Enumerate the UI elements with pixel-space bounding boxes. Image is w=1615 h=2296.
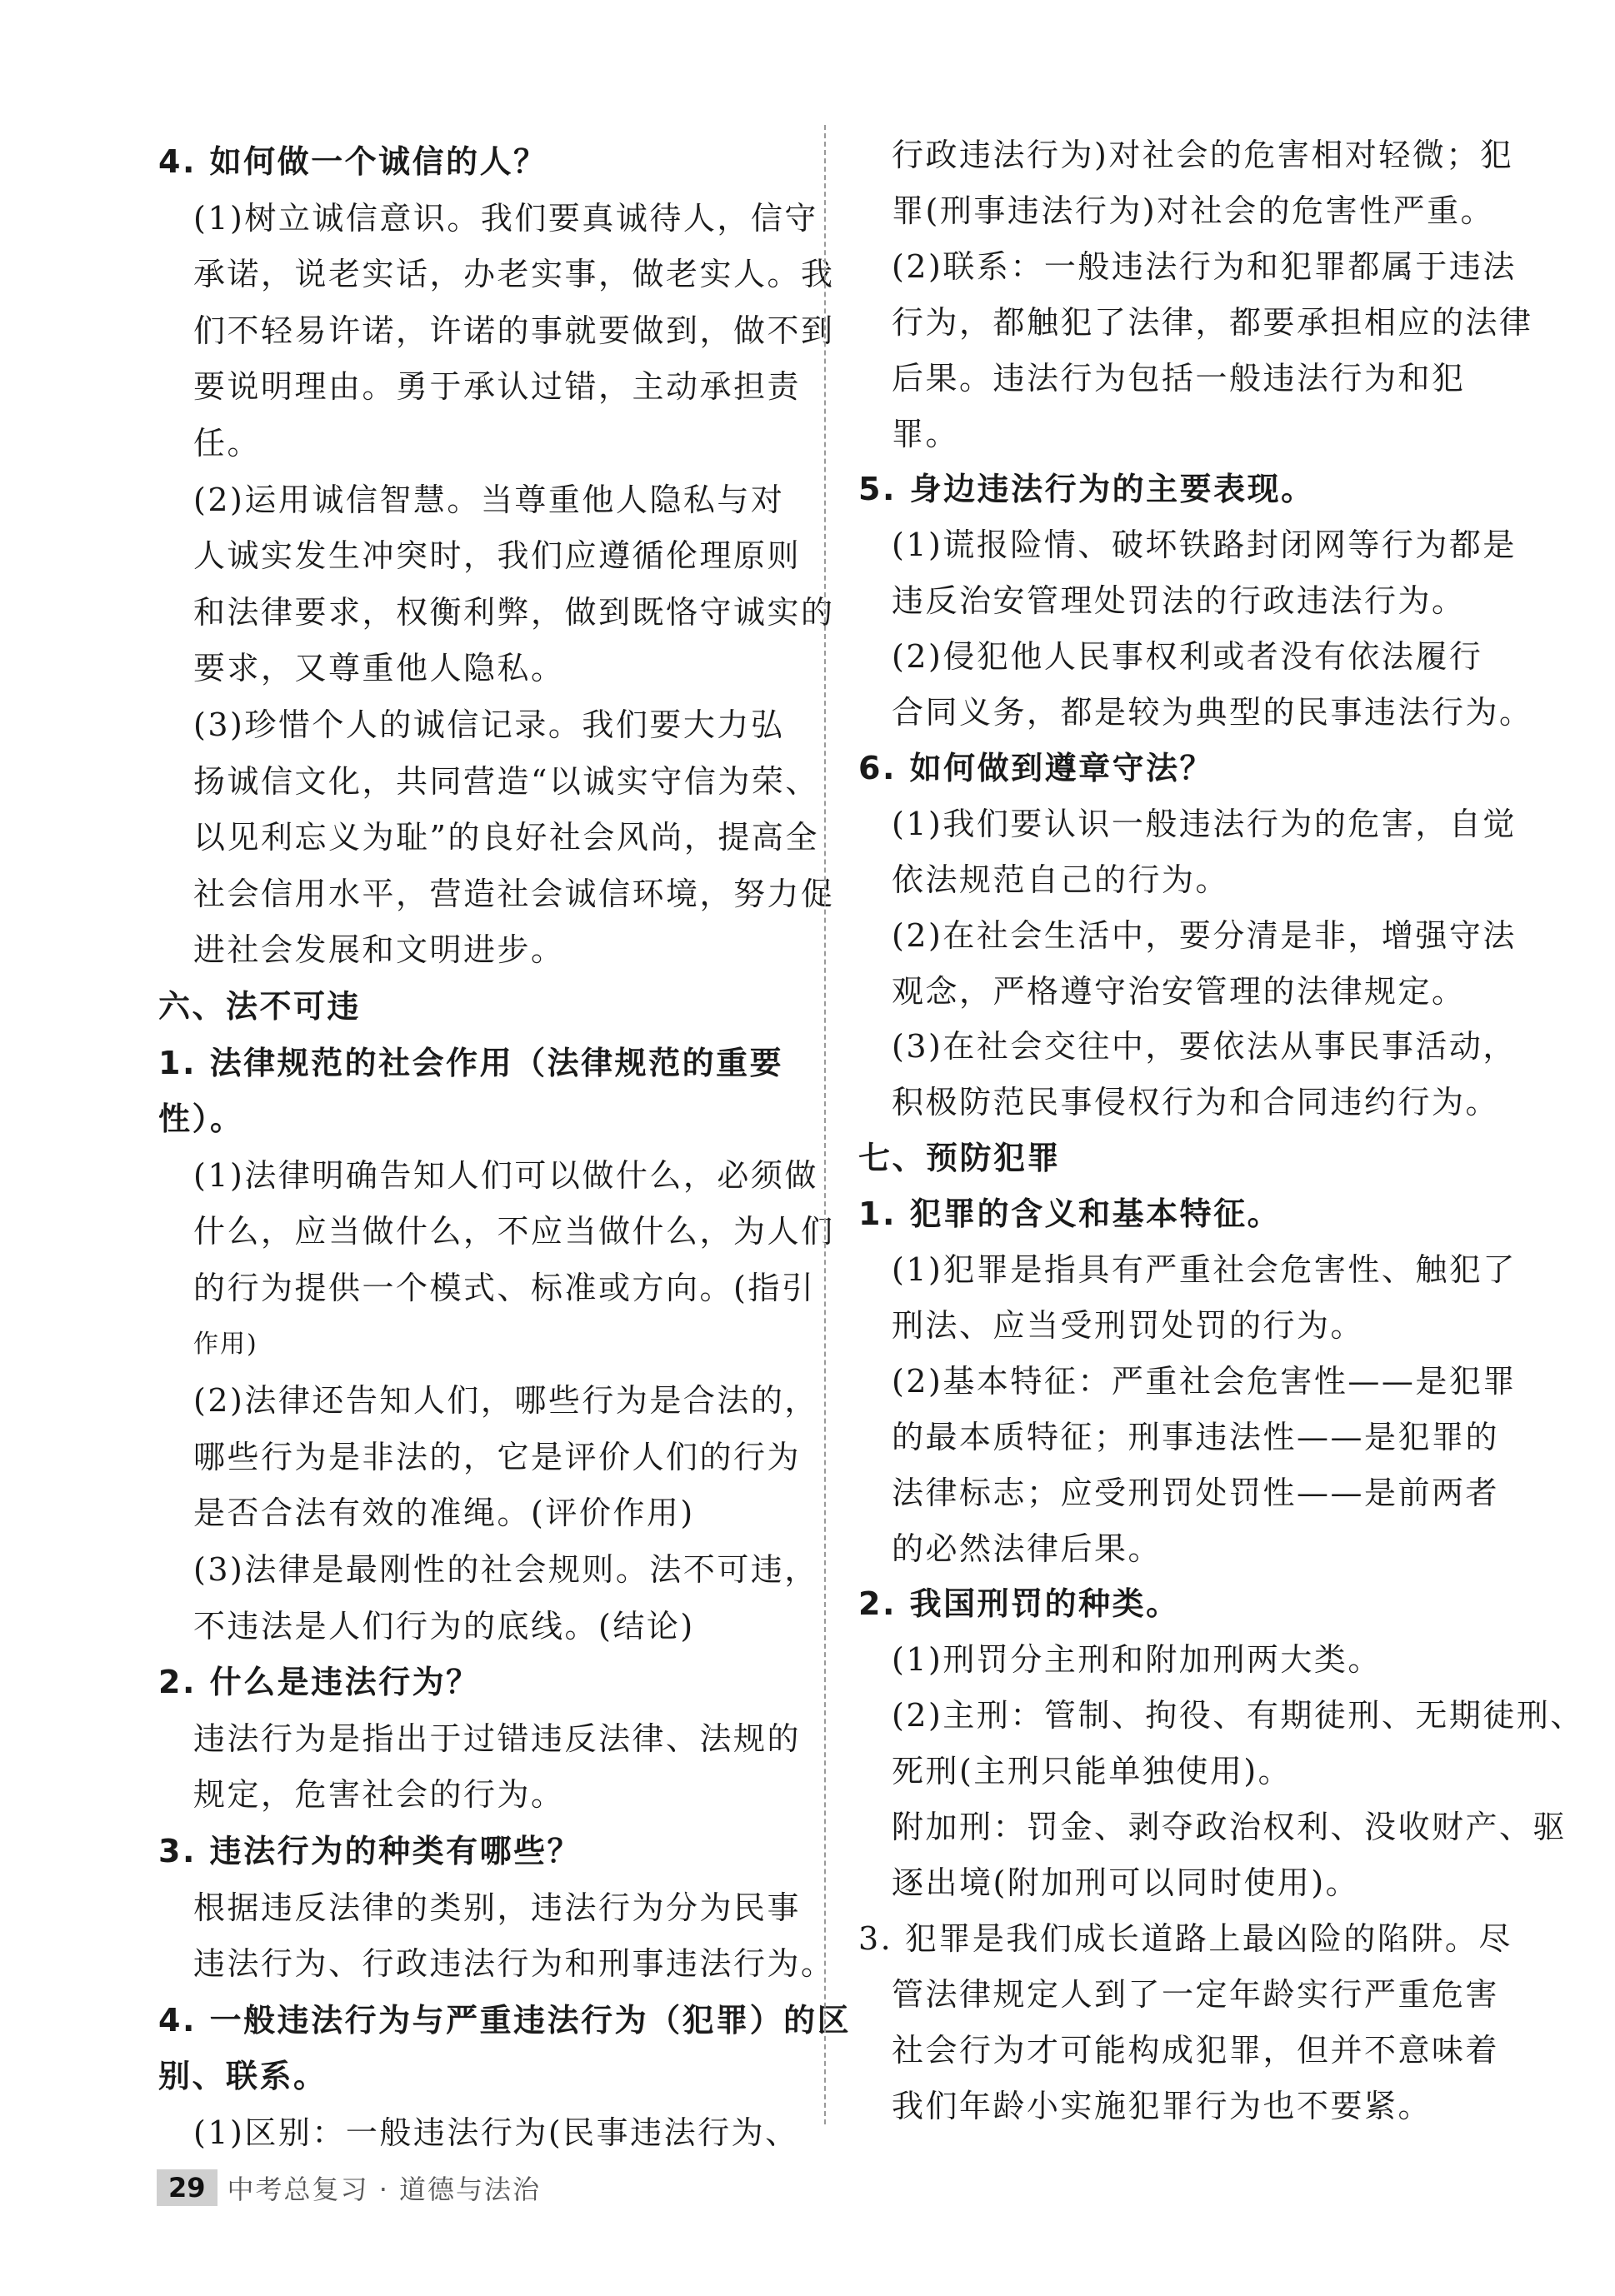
text-line: 违反治安管理处罚法的行政违法行为。	[892, 582, 1466, 620]
text-line: 规定，危害社会的行为。	[193, 1776, 565, 1814]
text-line: 任。	[193, 425, 262, 462]
text-line: 哪些行为是非法的，它是评价人们的行为	[193, 1438, 802, 1475]
section-heading: 1. 法律规范的社会作用（法律规范的重要	[158, 1044, 784, 1081]
text-line: 以见利忘义为耻”的良好社会风尚，提高全	[193, 819, 819, 856]
text-line: 违法行为是指出于过错违反法律、法规的	[193, 1720, 802, 1757]
text-line: 作用)	[193, 1329, 258, 1359]
text-line: (1)区别：一般违法行为(民事违法行为、	[193, 2114, 799, 2151]
section-heading: 2. 我国刑罚的种类。	[858, 1585, 1180, 1623]
text-line: 罪(刑事违法行为)对社会的危害性严重。	[892, 192, 1495, 229]
text-line: 违法行为、行政违法行为和刑事违法行为。	[193, 1945, 835, 1983]
text-line: (2)运用诚信智慧。当尊重他人隐私与对	[193, 481, 785, 518]
text-line: (2)基本特征：严重社会危害性——是犯罪	[892, 1362, 1517, 1400]
text-line: 合同义务，都是较为典型的民事违法行为。	[892, 694, 1533, 731]
text-line: (1)树立诚信意识。我们要真诚待人，信守	[193, 199, 818, 237]
text-line: (2)侵犯他人民事权利或者没有依法履行	[892, 638, 1483, 676]
text-line: 依法规范自己的行为。	[892, 861, 1230, 898]
text-line: 扬诚信文化，共同营造“以诚实守信为荣、	[193, 762, 819, 800]
text-line: (2)法律还告知人们，哪些行为是合法的，	[193, 1382, 818, 1420]
text-line: (2)主刑：管制、拘役、有期徒刑、无期徒刑、	[892, 1697, 1584, 1734]
text-line: 要说明理由。勇于承认过错，主动承担责	[193, 368, 802, 406]
footer-title: 中考总复习 · 道德与法治	[227, 2174, 542, 2205]
text-line: 刑法、应当受刑罚处罚的行为。	[892, 1306, 1365, 1344]
text-line: 的最本质特征；刑事违法性——是犯罪的	[892, 1418, 1500, 1455]
text-line: 根据违反法律的类别，违法行为分为民事	[193, 1889, 802, 1926]
page-number: 29	[157, 2169, 218, 2206]
section-heading: 6. 如何做到遵章守法？	[858, 749, 1214, 786]
text-line: 观念，严格遵守治安管理的法律规定。	[892, 972, 1466, 1010]
text-line: (1)我们要认识一般违法行为的危害，自觉	[892, 805, 1517, 842]
text-line: 死刑(主刑只能单独使用)。	[892, 1753, 1292, 1790]
text-line: 我们年龄小实施犯罪行为也不要紧。	[892, 2087, 1432, 2124]
section-heading: 七、预防犯罪	[858, 1140, 1062, 1177]
text-line: 进社会发展和文明进步。	[193, 931, 565, 969]
text-line: 什么，应当做什么，不应当做什么，为人们	[193, 1213, 835, 1250]
text-line: 的行为提供一个模式、标准或方向。(指引	[193, 1270, 816, 1306]
text-line: (1)法律明确告知人们可以做什么，必须做	[193, 1156, 818, 1194]
text-line: (3)在社会交往中，要依法从事民事活动，	[892, 1028, 1517, 1066]
text-line: 行为，都触犯了法律，都要承担相应的法律	[892, 303, 1533, 341]
text-line: 要求，又尊重他人隐私。	[193, 650, 565, 687]
text-line: 逐出境(附加刑可以同时使用)。	[892, 1864, 1360, 1901]
text-line: 后果。违法行为包括一般违法行为和犯	[892, 359, 1466, 397]
section-heading: 2. 什么是违法行为？	[158, 1664, 480, 1701]
page-footer	[157, 2169, 541, 2206]
text-line: (1)犯罪是指具有严重社会危害性、触犯了	[892, 1251, 1517, 1288]
text-line: 积极防范民事侵权行为和合同违约行为。	[892, 1084, 1500, 1121]
text-line: 附加刑：罚金、剥夺政治权利、没收财产、驱	[892, 1809, 1568, 1845]
section-heading: 性）。	[158, 1101, 244, 1138]
text-line: 3. 犯罪是我们成长道路上最凶险的陷阱。尽	[858, 1919, 1512, 1957]
text-line: (3)珍惜个人的诚信记录。我们要大力弘	[193, 706, 785, 743]
section-heading: 3. 违法行为的种类有哪些？	[158, 1833, 582, 1869]
text-line: 管法律规定人到了一定年龄实行严重危害	[892, 1975, 1500, 2013]
text-line: (1)谎报险情、破坏铁路封闭网等行为都是	[892, 527, 1517, 564]
text-line: 是否合法有效的准绳。(评价作用)	[193, 1495, 695, 1532]
section-heading: 5. 身边违法行为的主要表现。	[858, 471, 1315, 508]
text-line: (3)法律是最刚性的社会规则。法不可违，	[193, 1551, 818, 1588]
section-heading: 别、联系。	[158, 2058, 328, 2095]
text-line: 社会信用水平，营造社会诚信环境，努力促	[193, 875, 835, 912]
text-line: 的必然法律后果。	[892, 1530, 1162, 1567]
text-line: 行政违法行为)对社会的危害相对轻微；犯	[892, 137, 1514, 173]
column-divider	[824, 125, 826, 2124]
section-heading: 4. 如何做一个诚信的人？	[158, 143, 548, 180]
text-line: 人诚实发生冲突时，我们应遵循伦理原则	[193, 537, 802, 575]
text-line: 社会行为才可能构成犯罪，但并不意味着	[892, 2031, 1500, 2069]
text-line: (1)刑罚分主刑和附加刑两大类。	[892, 1641, 1382, 1679]
text-line: 罪。	[892, 415, 960, 452]
text-line: 们不轻易许诺，许诺的事就要做到，做不到	[193, 312, 835, 349]
text-line: (2)联系：一般违法行为和犯罪都属于违法	[892, 247, 1517, 285]
section-heading: 1. 犯罪的含义和基本特征。	[858, 1195, 1282, 1233]
text-line: (2)在社会生活中，要分清是非，增强守法	[892, 916, 1517, 954]
text-line: 承诺，说老实话，办老实事，做老实人。我	[193, 256, 835, 293]
text-line: 法律标志；应受刑罚处罚性——是前两者	[892, 1474, 1500, 1511]
section-heading: 4. 一般违法行为与严重违法行为（犯罪）的区	[158, 2001, 852, 2039]
section-heading: 六、法不可违	[158, 988, 362, 1025]
text-line: 不违法是人们行为的底线。(结论)	[193, 1607, 695, 1645]
text-line: 和法律要求，权衡利弊，做到既恪守诚实的	[193, 593, 835, 631]
